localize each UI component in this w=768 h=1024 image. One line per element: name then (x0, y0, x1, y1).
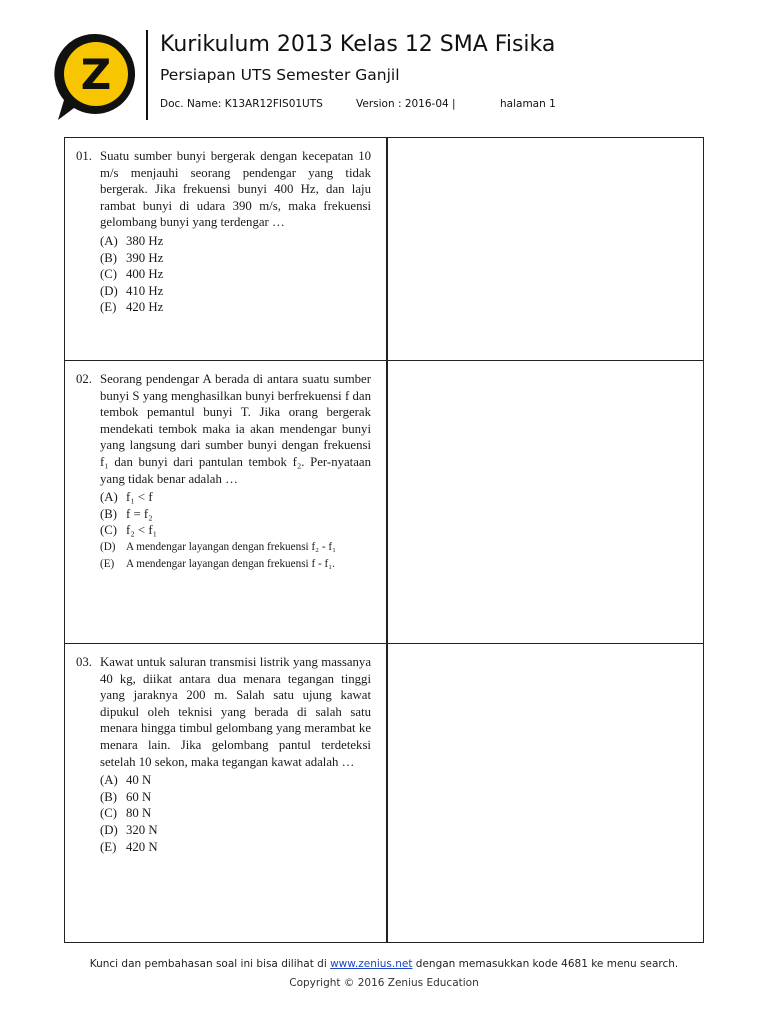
zenius-logo (52, 30, 140, 124)
page-subtitle: Persiapan UTS Semester Ganjil (160, 66, 400, 84)
copyright: Copyright © 2016 Zenius Education (289, 977, 479, 989)
question-1 (76, 148, 371, 316)
answer-options (76, 233, 371, 316)
question-row (65, 643, 703, 941)
page-title: Kurikulum 2013 Kelas 12 SMA Fisika (160, 32, 556, 57)
option-c: (C) 80 N (100, 806, 152, 821)
doc-version: Version : 2016-04 | (356, 98, 456, 110)
question-number: 02. (76, 372, 92, 386)
option-d: (D) 320 N (100, 822, 158, 837)
option-b: (B) 390 Hz (100, 250, 164, 265)
option-b: (B) 60 N (100, 789, 152, 804)
zenius-link[interactable]: www.zenius.net (330, 958, 413, 970)
question-text: Suatu sumber bunyi bergerak dengan kecepatan 10 m/s menjauhi seorang pendengar yang tidak bergerak. Jika frekuensi bunyi 400 Hz, dan laju rambat bunyi di udara 390 m/s, maka frekuensi gelombang bunyi yang terdengar … (100, 149, 371, 230)
question-text: Kawat untuk saluran transmisi listrik yang massanya 40 kg, diikat antara dua menara tegangan tinggi yang jaraknya 200 m. Salah satu ujung kawat dipukul oleh teknisi yang berada di salah satu menara hingga timbul gelombang yang merambat ke menara lain. Jika gelombang pantul terdeteksi setelah 10 sekon, maka tegangan kawat adalah … (100, 655, 371, 769)
question-row (65, 138, 703, 360)
option-d: (D) A mendengar layangan dengan frekuensi f₂ - f₁ (100, 540, 337, 553)
answer-options (76, 772, 371, 855)
question-grid (64, 137, 704, 943)
option-b: (B) f = f₂ (100, 506, 153, 521)
option-e: (E) 420 Hz (100, 300, 164, 315)
logo-letter: Z (80, 50, 112, 99)
answer-options (76, 489, 371, 572)
page-number: halaman 1 (500, 98, 556, 110)
option-a: (A) 40 N (100, 773, 152, 788)
question-text: Seorang pendengar A berada di antara suatu sumber bunyi S yang menghasilkan bunyi berfrekuensi f dan tembok pemantul bunyi T. Jika orang bergerak mendekati tembok maka ia akan mendengar bunyi yang langsung dari sumber bunyi dengan frekuensi f₁ dan bunyi dari pantulan tembok f₂. Per-nyataan yang tidak benar adalah … (100, 372, 371, 486)
doc-name: Doc. Name: K13AR12FIS01UTS (160, 98, 323, 110)
question-3 (76, 654, 371, 855)
footer-note: Kunci dan pembahasan soal ini bisa dilihat di www.zenius.net dengan memasukkan kode 4681 ke menu search. (89, 958, 679, 970)
option-a: (A) f₁ < f (100, 490, 153, 505)
question-2 (76, 371, 371, 572)
option-d: (D) 410 Hz (100, 283, 164, 298)
option-c: (C) f₂ < f₁ (100, 523, 158, 538)
option-c: (C) 400 Hz (100, 267, 164, 282)
question-row (65, 360, 703, 643)
question-number: 01. (76, 149, 92, 163)
header-divider (146, 30, 148, 120)
option-e: (E) A mendengar layangan dengan frekuensi f - f₁. (100, 557, 335, 570)
option-e: (E) 420 N (100, 839, 158, 854)
option-a: (A) 380 Hz (100, 233, 164, 248)
question-number: 03. (76, 655, 92, 669)
